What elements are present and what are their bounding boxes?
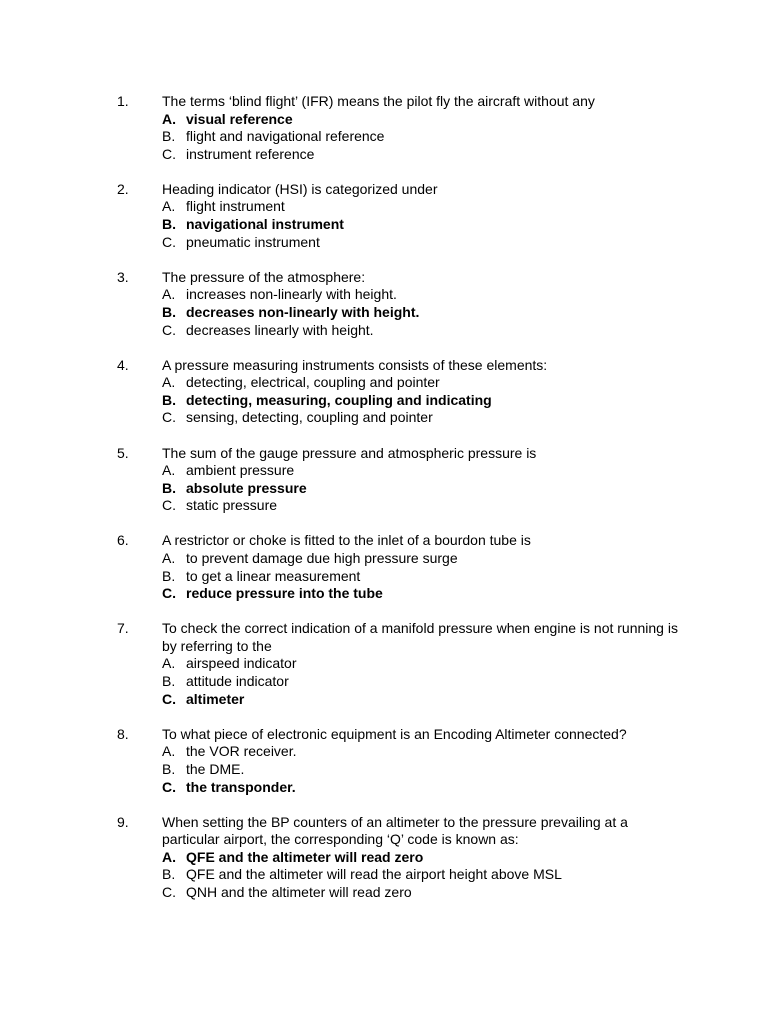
question-number: 6. — [117, 532, 129, 549]
question-body — [162, 620, 682, 708]
answer-option-correct — [162, 849, 682, 867]
question-stem: When setting the BP counters of an altimeter to the pressure prevailing at a particular airport, the corresponding ‘Q’ code is known as: — [162, 813, 628, 848]
question-6 — [0, 532, 768, 602]
answer-option — [162, 409, 682, 427]
option-text: sensing, detecting, coupling and pointer — [186, 409, 433, 426]
option-text: reduce pressure into the tube — [186, 585, 383, 602]
question-list — [0, 93, 768, 919]
question-number: 5. — [117, 444, 129, 461]
question-stem: The pressure of the atmosphere: — [162, 268, 366, 285]
option-text: to prevent damage due high pressure surge — [186, 549, 458, 566]
answer-option — [162, 568, 682, 586]
answer-option — [162, 761, 682, 779]
question-number: 2. — [117, 180, 129, 197]
option-letter: B. — [162, 673, 176, 690]
option-letter: A. — [162, 743, 176, 760]
option-letter: B. — [162, 303, 176, 320]
answer-option — [162, 234, 682, 252]
answer-option — [162, 128, 682, 146]
question-body — [162, 445, 682, 515]
question-7 — [0, 620, 768, 708]
question-number: 7. — [117, 620, 129, 637]
answer-option — [162, 374, 682, 392]
option-letter: B. — [162, 760, 176, 777]
question-stem: Heading indicator (HSI) is categorized under — [162, 180, 438, 197]
question-body — [162, 93, 682, 163]
question-2 — [0, 181, 768, 251]
option-text: airspeed indicator — [186, 655, 297, 672]
option-letter: A. — [162, 462, 176, 479]
question-number: 8. — [117, 725, 129, 742]
answer-option — [162, 146, 682, 164]
answer-option — [162, 884, 682, 902]
option-text: QFE and the altimeter will read the airport height above MSL — [186, 866, 562, 883]
option-text: visual reference — [186, 110, 293, 127]
question-stem: The terms ‘blind flight’ (IFR) means the pilot fly the aircraft without any — [162, 93, 595, 109]
option-letter: C. — [162, 778, 176, 795]
question-1 — [0, 93, 768, 163]
option-letter: C. — [162, 409, 176, 426]
option-text: increases non-linearly with height. — [186, 286, 397, 303]
answer-option-correct — [162, 111, 682, 129]
option-letter: B. — [162, 866, 176, 883]
option-letter: A. — [162, 848, 176, 865]
option-letter: B. — [162, 479, 176, 496]
option-text: navigational instrument — [186, 216, 344, 233]
option-letter: B. — [162, 391, 176, 408]
option-text: ambient pressure — [186, 462, 295, 479]
answer-option — [162, 743, 682, 761]
option-letter: C. — [162, 690, 176, 707]
question-number: 1. — [117, 93, 129, 109]
option-letter: A. — [162, 374, 176, 391]
answer-option — [162, 655, 682, 673]
question-body — [162, 181, 682, 251]
option-letter: A. — [162, 110, 176, 127]
question-body — [162, 726, 682, 796]
option-text: the transponder. — [186, 778, 296, 795]
answer-option-correct — [162, 304, 682, 322]
option-text: flight and navigational reference — [186, 128, 385, 145]
answer-option — [162, 286, 682, 304]
question-body — [162, 357, 682, 427]
question-number: 3. — [117, 268, 129, 285]
option-text: detecting, measuring, coupling and indicating — [186, 391, 492, 408]
question-number: 9. — [117, 813, 129, 830]
answer-option-correct — [162, 779, 682, 797]
answer-option-correct — [162, 216, 682, 234]
option-text: to get a linear measurement — [186, 567, 361, 584]
option-text: QNH and the altimeter will read zero — [186, 883, 412, 900]
question-4 — [0, 357, 768, 427]
question-body — [162, 269, 682, 339]
answer-option — [162, 497, 682, 515]
option-text: the VOR receiver. — [186, 743, 297, 760]
option-letter: A. — [162, 286, 176, 303]
option-letter: C. — [162, 145, 176, 162]
question-stem: A restrictor or choke is fitted to the inlet of a bourdon tube is — [162, 532, 531, 549]
option-letter: A. — [162, 198, 176, 215]
option-letter: C. — [162, 585, 176, 602]
answer-option-correct — [162, 480, 682, 498]
answer-option-correct — [162, 392, 682, 410]
answer-option — [162, 198, 682, 216]
option-text: absolute pressure — [186, 479, 307, 496]
question-3 — [0, 269, 768, 339]
answer-option-correct — [162, 585, 682, 603]
option-letter: B. — [162, 567, 176, 584]
answer-option — [162, 462, 682, 480]
question-stem: The sum of the gauge pressure and atmospheric pressure is — [162, 444, 537, 461]
question-9 — [0, 814, 768, 902]
option-text: altimeter — [186, 690, 245, 707]
answer-option — [162, 550, 682, 568]
question-number: 4. — [117, 356, 129, 373]
option-text: QFE and the altimeter will read zero — [186, 848, 424, 865]
option-letter: C. — [162, 233, 176, 250]
question-8 — [0, 726, 768, 796]
question-body — [162, 814, 682, 902]
answer-option — [162, 673, 682, 691]
question-stem: A pressure measuring instruments consists of these elements: — [162, 356, 548, 373]
option-text: static pressure — [186, 497, 278, 514]
option-text: decreases non-linearly with height. — [186, 303, 420, 320]
option-text: flight instrument — [186, 198, 285, 215]
option-letter: A. — [162, 655, 176, 672]
option-letter: C. — [162, 497, 176, 514]
option-letter: C. — [162, 321, 176, 338]
option-text: attitude indicator — [186, 673, 289, 690]
answer-option — [162, 866, 682, 884]
option-text: instrument reference — [186, 145, 315, 162]
option-text: the DME. — [186, 760, 245, 777]
option-text: pneumatic instrument — [186, 233, 320, 250]
answer-option — [162, 322, 682, 340]
answer-option-correct — [162, 691, 682, 709]
option-letter: C. — [162, 883, 176, 900]
question-body — [162, 532, 682, 602]
question-stem: To check the correct indication of a manifold pressure when engine is not running is by referring to the — [162, 620, 678, 654]
question-5 — [0, 445, 768, 515]
option-text: detecting, electrical, coupling and pointer — [186, 374, 440, 391]
option-letter: B. — [162, 216, 176, 233]
question-stem: To what piece of electronic equipment is an Encoding Altimeter connected? — [162, 725, 627, 742]
option-text: decreases linearly with height. — [186, 321, 374, 338]
option-letter: B. — [162, 128, 176, 145]
option-letter: A. — [162, 549, 176, 566]
